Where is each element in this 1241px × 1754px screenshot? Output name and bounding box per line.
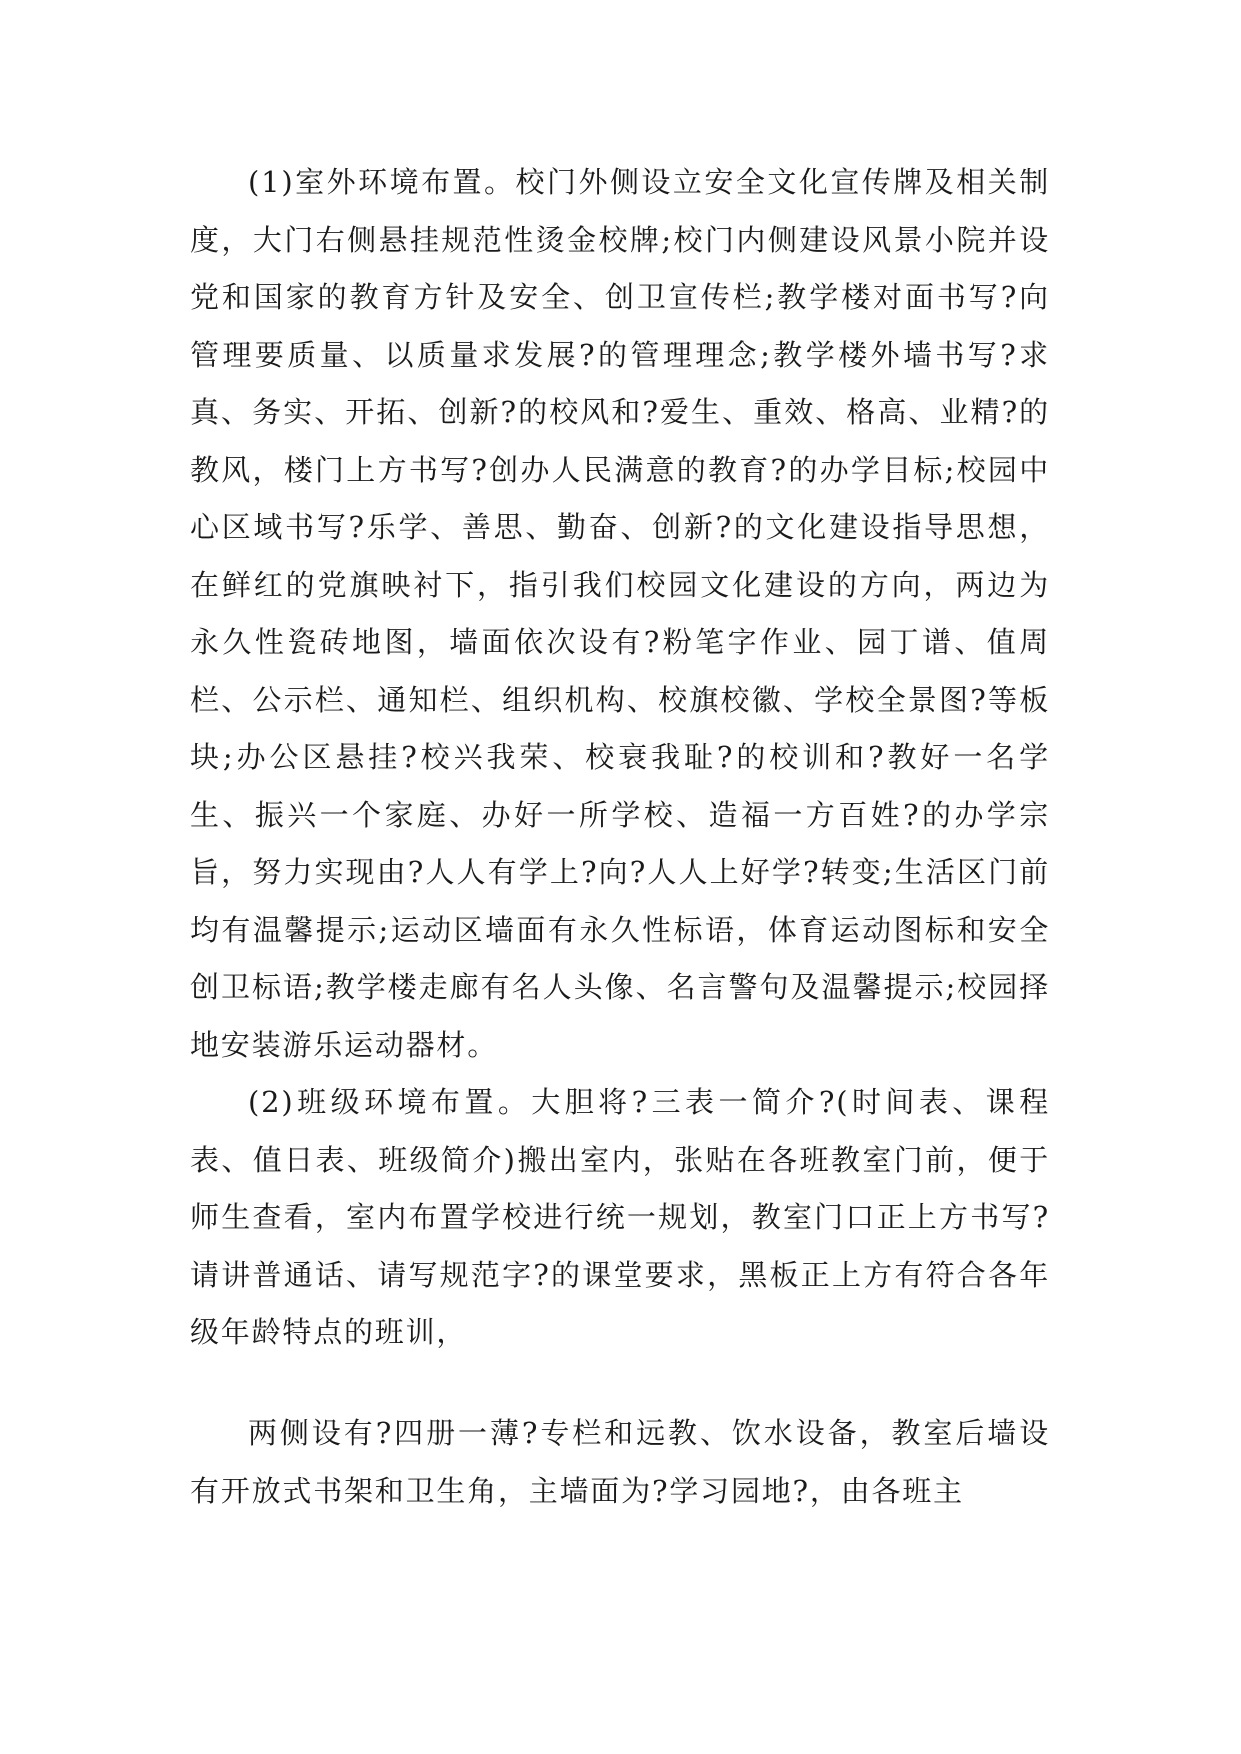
paragraph-class-environment: (2)班级环境布置。大胆将?三表一简介?(时间表、课程表、值日表、班级简介)搬出室内，张贴在各班教室门前，便于师生查看，室内布置学校进行统一规划，教室门口正上方书写?请讲普通话、请写规范字?的课堂要求，黑板正上方有符合各年级年龄特点的班训， [190,1085,1050,1349]
paragraph-outdoor-environment: (1)室外环境布置。校门外侧设立安全文化宣传牌及相关制度，大门右侧悬挂规范性烫金校牌;校门内侧建设风景小院并设党和国家的教育方针及安全、创卫宣传栏;教学楼对面书写?向管理要质量、以质量求发展?的管理理念;教学楼外墙书写?求真、务实、开拓、创新?的校风和?爱生、重效、格高、业精?的教风，楼门上方书写?创办人民满意的教育?的办学目标;校园中心区域书写?乐学、善思、勤奋、创新?的文化建设指导思想，在鲜红的党旗映衬下，指引我们校园文化建设的方向，两边为永久性瓷砖地图，墙面依次设有?粉笔字作业、园丁谱、值周栏、公示栏、通知栏、组织机构、校旗校徽、学校全景图?等板块;办公区悬挂?校兴我荣、校衰我耻?的校训和?教好一名学生、振兴一个家庭、办好一所学校、造福一方百姓?的办学宗旨，努力实现由?人人有学上?向?人人上好学?转变;生活区门前均有温馨提示;运动区墙面有永久性标语，体育运动图标和安全创卫标语;教学楼走廊有名人头像、名言警句及温馨提示;校园择地安装游乐运动器材。 [190,165,1050,1062]
paragraph-classroom-walls: 两侧设有?四册一薄?专栏和远教、饮水设备，教室后墙设有开放式书架和卫生角，主墙面为?学习园地?，由各班主 [190,1416,1050,1508]
main-text-block [190,154,1050,1362]
continuation-text-block [190,1405,1050,1520]
